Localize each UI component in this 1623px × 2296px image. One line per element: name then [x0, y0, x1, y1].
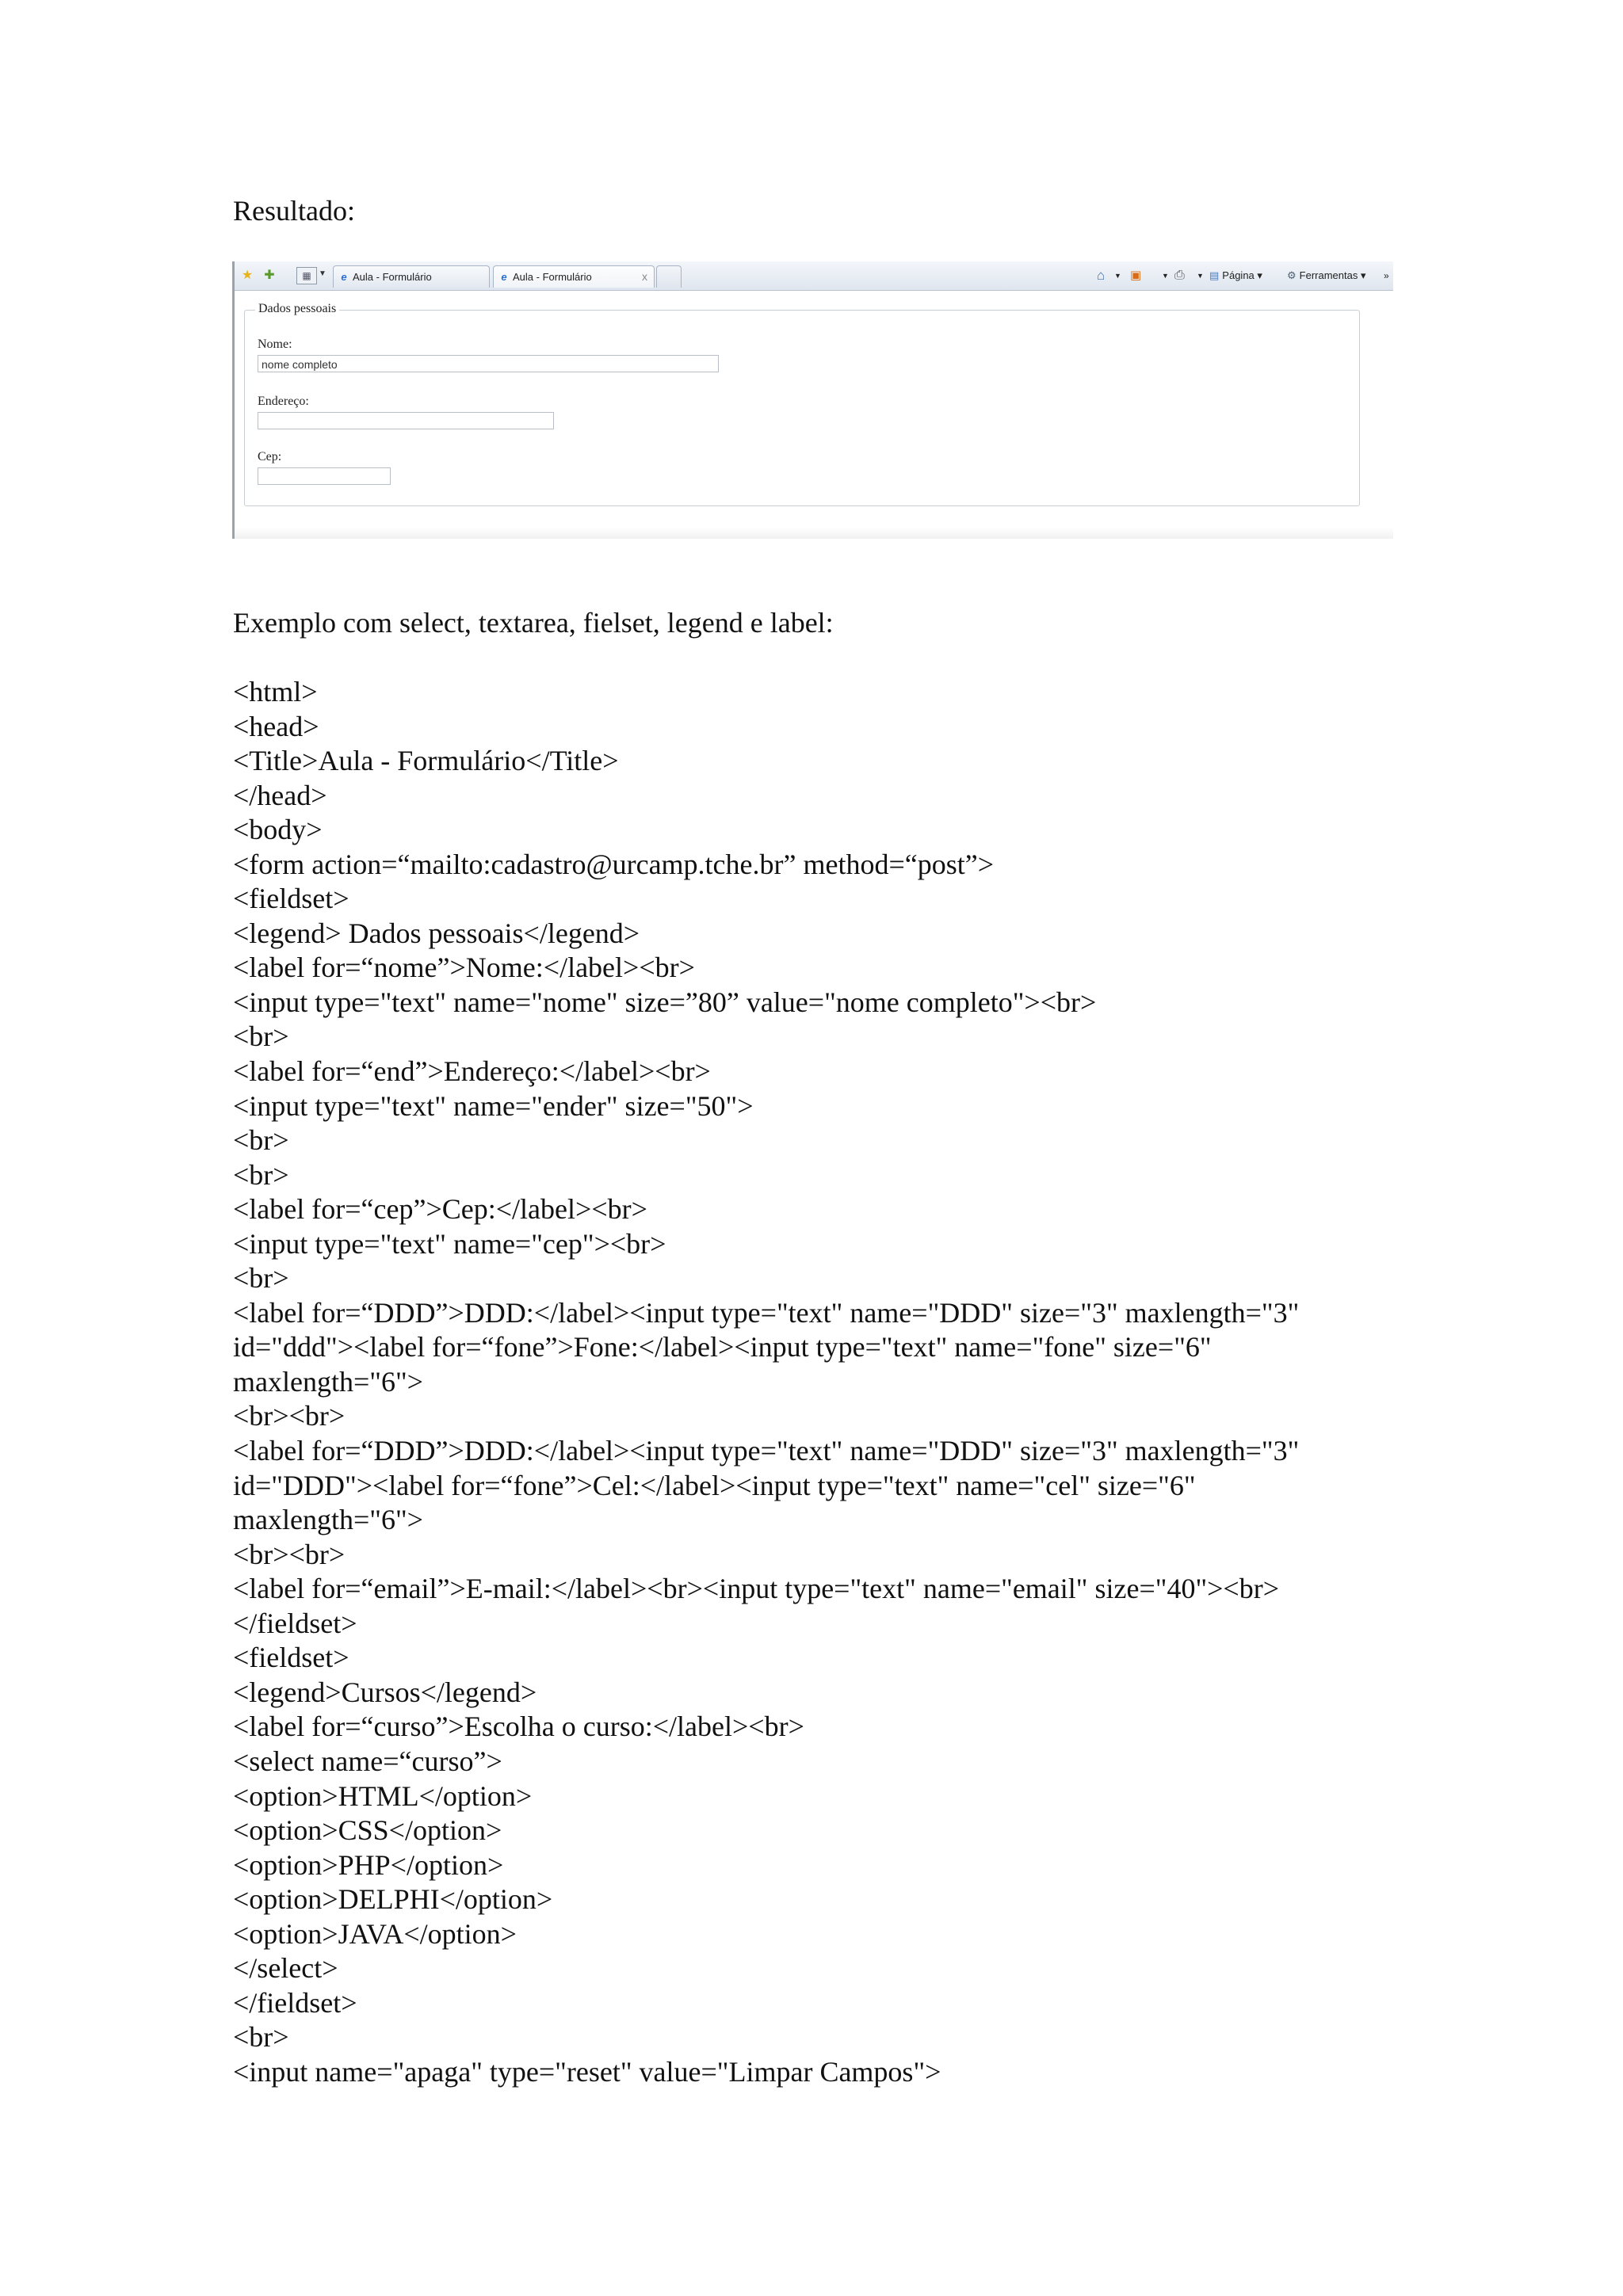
code-line: <body> — [233, 814, 323, 846]
chevron-down-icon[interactable]: ▼ — [1197, 272, 1204, 280]
code-listing — [233, 675, 1390, 2089]
feeds-icon[interactable]: ▣ — [1130, 269, 1142, 282]
print-icon[interactable]: ⎙ — [1174, 269, 1185, 282]
code-line: <option>CSS</option> — [233, 1814, 502, 1847]
code-line: <label for=“nome”>Nome:</label><br> — [233, 952, 695, 984]
tools-icon: ⚙ — [1287, 269, 1296, 281]
code-line: <br> — [233, 2021, 289, 2054]
code-line: <option>DELPHI</option> — [233, 1883, 553, 1916]
code-line: <head> — [233, 710, 319, 742]
fieldset-dados-pessoais — [244, 310, 1360, 506]
add-favorites-icon[interactable]: ✚ — [264, 269, 275, 282]
code-line: <label for=“email”>E-mail:</label><br><input type="text" name="email" size="40"><br> — [233, 1573, 1280, 1605]
code-line: <option>JAVA</option> — [233, 1917, 517, 1950]
code-line: <select name=“curso”> — [233, 1745, 502, 1777]
code-line: <input type="text" name="ender" size="50"> — [233, 1089, 754, 1122]
code-line: </fieldset> — [233, 1986, 357, 2019]
tools-menu-button[interactable]: ⚙ Ferramentas ▾ — [1287, 269, 1366, 281]
browser-toolbar — [235, 261, 1393, 291]
browser-tab-active[interactable] — [493, 265, 655, 288]
code-line: <html> — [233, 676, 318, 707]
code-line: <input type="text" name="nome" size=”80” value="nome completo"><br> — [233, 986, 1097, 1018]
chevron-down-icon[interactable]: ▼ — [319, 269, 327, 278]
result-heading: Resultado: — [233, 195, 355, 227]
browser-tab[interactable] — [333, 265, 490, 288]
page-menu-button[interactable]: ▤ Página ▾ — [1209, 269, 1262, 281]
code-line: <br> — [233, 1158, 289, 1191]
code-line: <Title>Aula - Formulário</Title> — [233, 745, 619, 777]
fieldset-legend: Dados pessoais — [255, 302, 339, 316]
home-icon[interactable]: ⌂ — [1097, 268, 1106, 283]
page-icon: ▤ — [1209, 269, 1220, 281]
code-line: <label for=“DDD”>DDD:</label><input type="text" name="DDD" size="3" maxlength="3" — [233, 1435, 1300, 1467]
code-line: <label for=“curso”>Escolha o curso:</label><br> — [233, 1711, 804, 1743]
page-content — [235, 291, 1393, 539]
code-line: <label for=“cep”>Cep:</label><br> — [233, 1193, 647, 1226]
code-line: id="DDD"><label for=“fone”>Cel:</label><input type="text" name="cel" size="6" — [233, 1469, 1196, 1501]
code-line: <br> — [233, 1262, 289, 1295]
favorites-star-icon[interactable]: ★ — [241, 269, 254, 282]
endereco-input[interactable] — [258, 412, 554, 429]
chevron-down-icon[interactable]: ▼ — [1162, 272, 1169, 280]
ie-icon: e — [341, 271, 347, 283]
tab-label: Aula - Formulário — [513, 271, 592, 283]
tools-menu-label: Ferramentas — [1299, 269, 1358, 281]
chevron-down-icon[interactable]: ▼ — [1114, 272, 1121, 280]
code-line: </head> — [233, 779, 327, 811]
code-line: id="ddd"><label for=“fone”>Fone:</label><input type="text" name="fone" size="6" — [233, 1331, 1212, 1363]
cep-label: Cep: — [258, 450, 282, 463]
browser-screenshot — [232, 261, 1393, 539]
quick-tabs-icon[interactable]: ▦ — [296, 267, 317, 284]
code-line: maxlength="6"> — [233, 1504, 423, 1536]
code-line: <input type="text" name="cep"><br> — [233, 1227, 666, 1260]
code-line: <br> — [233, 1124, 289, 1157]
ie-icon: e — [501, 271, 507, 283]
divider — [235, 528, 1393, 539]
code-line: <fieldset> — [233, 1642, 349, 1674]
code-line: <br><br> — [233, 1538, 346, 1570]
more-chevron[interactable]: » — [1384, 270, 1389, 281]
code-line: <legend>Cursos</legend> — [233, 1676, 537, 1708]
code-line: <legend> Dados pessoais</legend> — [233, 917, 640, 949]
example-title: Exemplo com select, textarea, fielset, legend e label: — [233, 607, 834, 639]
cep-input[interactable] — [258, 467, 391, 485]
code-line: <br><br> — [233, 1400, 346, 1432]
code-line: <label for=“DDD”>DDD:</label><input type="text" name="DDD" size="3" maxlength="3" — [233, 1296, 1300, 1329]
code-line: </select> — [233, 1952, 338, 1985]
nome-label: Nome: — [258, 338, 292, 351]
code-line: <label for=“end”>Endereço:</label><br> — [233, 1055, 711, 1088]
code-line: <input name="apaga" type="reset" value="Limpar Campos"> — [233, 2055, 941, 2088]
code-line: <fieldset> — [233, 883, 349, 915]
page-menu-label: Página — [1222, 269, 1254, 281]
code-line: </fieldset> — [233, 1607, 357, 1639]
close-icon[interactable]: x — [642, 270, 647, 283]
nome-input[interactable]: nome completo — [258, 355, 719, 372]
code-line: <option>PHP</option> — [233, 1848, 504, 1881]
endereco-label: Endereço: — [258, 395, 309, 408]
code-line: <br> — [233, 1020, 289, 1053]
tab-label: Aula - Formulário — [353, 271, 432, 283]
code-line: <form action=“mailto:cadastro@urcamp.tche.br” method=“post”> — [233, 848, 995, 880]
code-line: <option>HTML</option> — [233, 1779, 533, 1812]
new-tab-button[interactable] — [656, 265, 682, 288]
code-line: maxlength="6"> — [233, 1365, 423, 1398]
